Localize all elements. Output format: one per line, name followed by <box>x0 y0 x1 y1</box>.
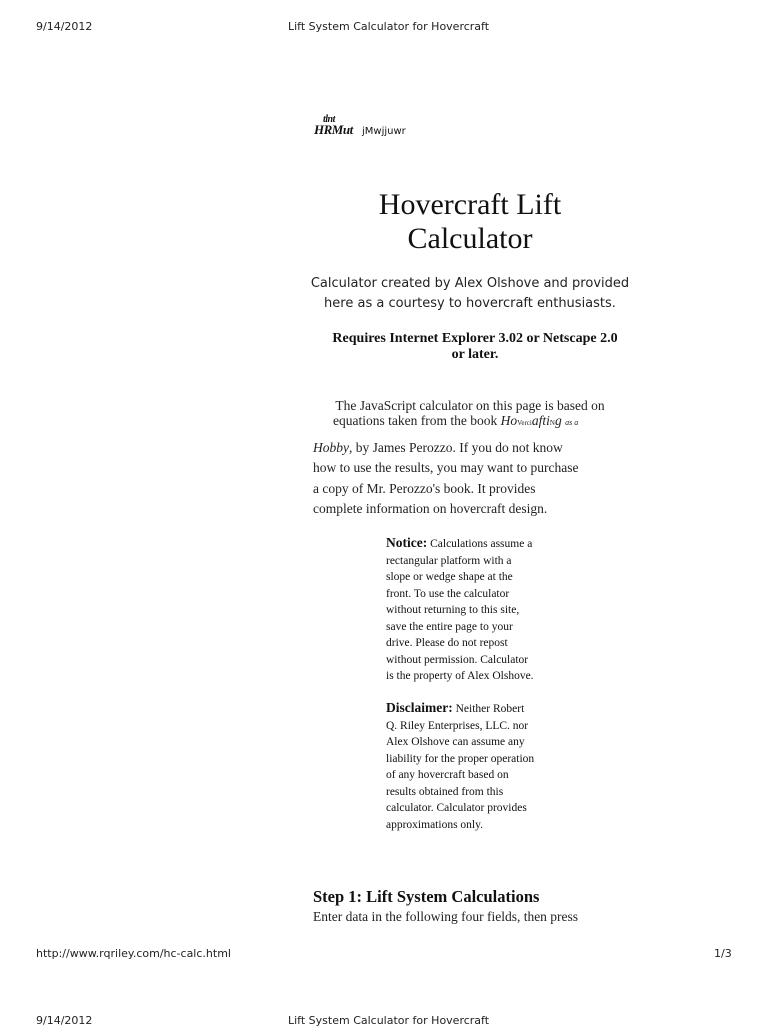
page-title: Hovercraft Lift Calculator <box>378 188 562 255</box>
intro-line-4: how to use the results, you may want to purchase <box>313 460 579 475</box>
notice-block: Notice: Calculations assume a rectangular platform with a slope or wedge shape at the front. To use the calculator without returning to this site, save the entire page to your drive. Please do not repost without permission. Calculator is the property of Alex Olshove. <box>386 535 534 682</box>
logo-suffix: jMwjjuwr <box>362 126 406 137</box>
logo-mark-top: tlnt <box>323 114 335 125</box>
disclaimer-heading: Disclaimer: <box>386 700 453 715</box>
notice-heading: Notice: <box>386 535 428 550</box>
book-title[interactable]: HoVerciaftiNg <box>500 413 562 428</box>
credit-text: Calculator created by Alex Olshove and provided here as a courtesy to hovercraft enthusiasts. <box>310 276 630 311</box>
page-number: 1/3 <box>714 947 732 960</box>
intro-line-6: complete information on hovercraft design. <box>313 501 548 516</box>
site-logo[interactable] <box>314 114 454 141</box>
page-url[interactable]: http://www.rqriley.com/hc-calc.html <box>36 947 231 960</box>
intro-line-3: Hobby, by James Perozzo. If you do not know <box>313 440 563 455</box>
logo-mark: HRMut <box>314 122 353 137</box>
print-date: 9/14/2012 <box>36 20 93 33</box>
next-print-date: 9/14/2012 <box>36 1014 93 1027</box>
intro-line-2: equations taken from the book HoVerciaftiNg as a <box>333 413 579 428</box>
intro-line-5: a copy of Mr. Perozzo's book. It provides <box>313 481 536 496</box>
browser-requirements: Requires Internet Explorer 3.02 or Netscape 2.0 or later. <box>332 331 618 362</box>
step1-instructions: Enter data in the following four fields, then press <box>313 909 579 924</box>
step1-heading: Step 1: Lift System Calculations <box>313 887 540 906</box>
intro-line-1: The JavaScript calculator on this page is based on <box>335 398 605 413</box>
disclaimer-block: Disclaimer: Neither Robert Q. Riley Enterprises, LLC. nor Alex Olshove can assume any liability for the proper operation of any hovercraft based on results obtained from this calculator. Calculator provides approximations only. <box>386 700 535 831</box>
next-print-title: Lift System Calculator for Hovercraft <box>288 1014 490 1027</box>
print-title: Lift System Calculator for Hovercraft <box>288 20 490 33</box>
